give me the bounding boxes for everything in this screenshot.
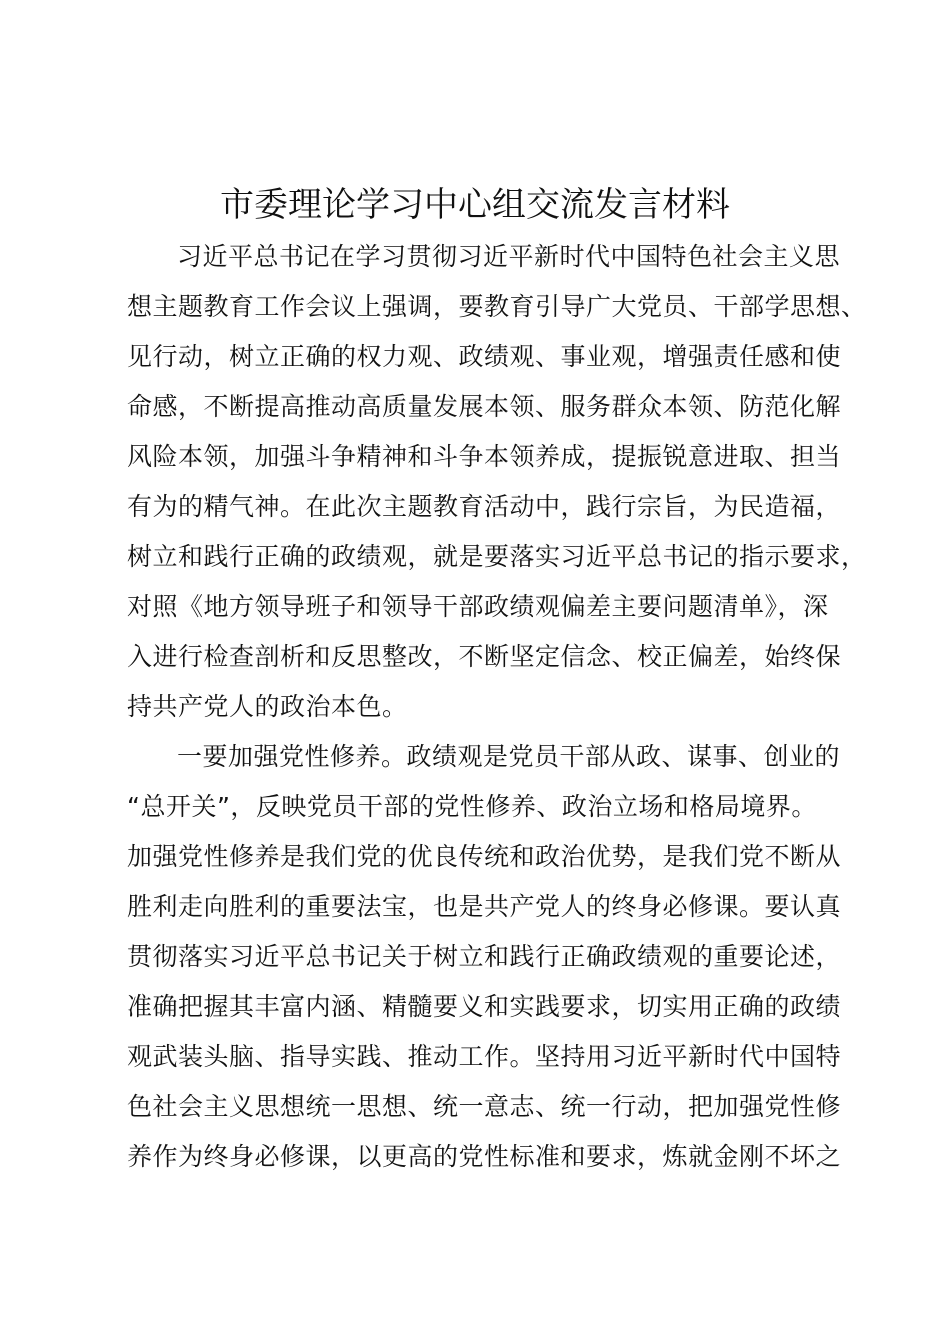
paragraph-line: 命感，不断提高推动高质量发展本领、服务群众本领、防范化解 bbox=[127, 392, 842, 421]
paragraph-line: 贯彻落实习近平总书记关于树立和践行正确政绩观的重要论述， bbox=[127, 942, 842, 971]
paragraph-line: 有为的精气神。在此次主题教育活动中，践行宗旨，为民造福， bbox=[127, 492, 842, 521]
paragraph-line: 一要加强党性修养。政绩观是党员干部从政、谋事、创业的 bbox=[177, 742, 841, 771]
paragraph-line: 对照《地方领导班子和领导干部政绩观偏差主要问题清单》，深 bbox=[127, 592, 829, 621]
paragraph-line: 养作为终身必修课，以更高的党性标准和要求，炼就金刚不坏之 bbox=[127, 1142, 842, 1171]
paragraph-1 bbox=[127, 232, 867, 732]
paragraph-line: 准确把握其丰富内涵、精髓要义和实践要求，切实用正确的政绩 bbox=[127, 992, 842, 1021]
paragraph-line: 树立和践行正确的政绩观，就是要落实习近平总书记的指示要求， bbox=[127, 542, 867, 571]
paragraph-line: 想主题教育工作会议上强调，要教育引导广大党员、干部学思想、 bbox=[127, 292, 867, 321]
paragraph-line: 习近平总书记在学习贯彻习近平新时代中国特色社会主义思 bbox=[177, 242, 841, 271]
paragraph-line: “总开关”，反映党员干部的党性修养、政治立场和格局境界。 bbox=[127, 792, 817, 821]
paragraph-line: 入进行检查剖析和反思整改，不断坚定信念、校正偏差，始终保 bbox=[127, 642, 842, 671]
document-body bbox=[127, 232, 867, 1182]
paragraph-line: 风险本领，加强斗争精神和斗争本领养成，提振锐意进取、担当 bbox=[127, 442, 842, 471]
paragraph-2 bbox=[127, 732, 847, 1182]
document-title: 市委理论学习中心组交流发言材料 bbox=[220, 185, 730, 225]
paragraph-line: 观武装头脑、指导实践、推动工作。坚持用习近平新时代中国特 bbox=[127, 1042, 842, 1071]
paragraph-line: 色社会主义思想统一思想、统一意志、统一行动，把加强党性修 bbox=[127, 1092, 842, 1121]
paragraph-line: 加强党性修养是我们党的优良传统和政治优势，是我们党不断从 bbox=[127, 842, 842, 871]
paragraph-line: 胜利走向胜利的重要法宝，也是共产党人的终身必修课。要认真 bbox=[127, 892, 842, 921]
paragraph-line: 见行动，树立正确的权力观、政绩观、事业观，增强责任感和使 bbox=[127, 342, 842, 371]
paragraph-line: 持共产党人的政治本色。 bbox=[127, 692, 408, 721]
